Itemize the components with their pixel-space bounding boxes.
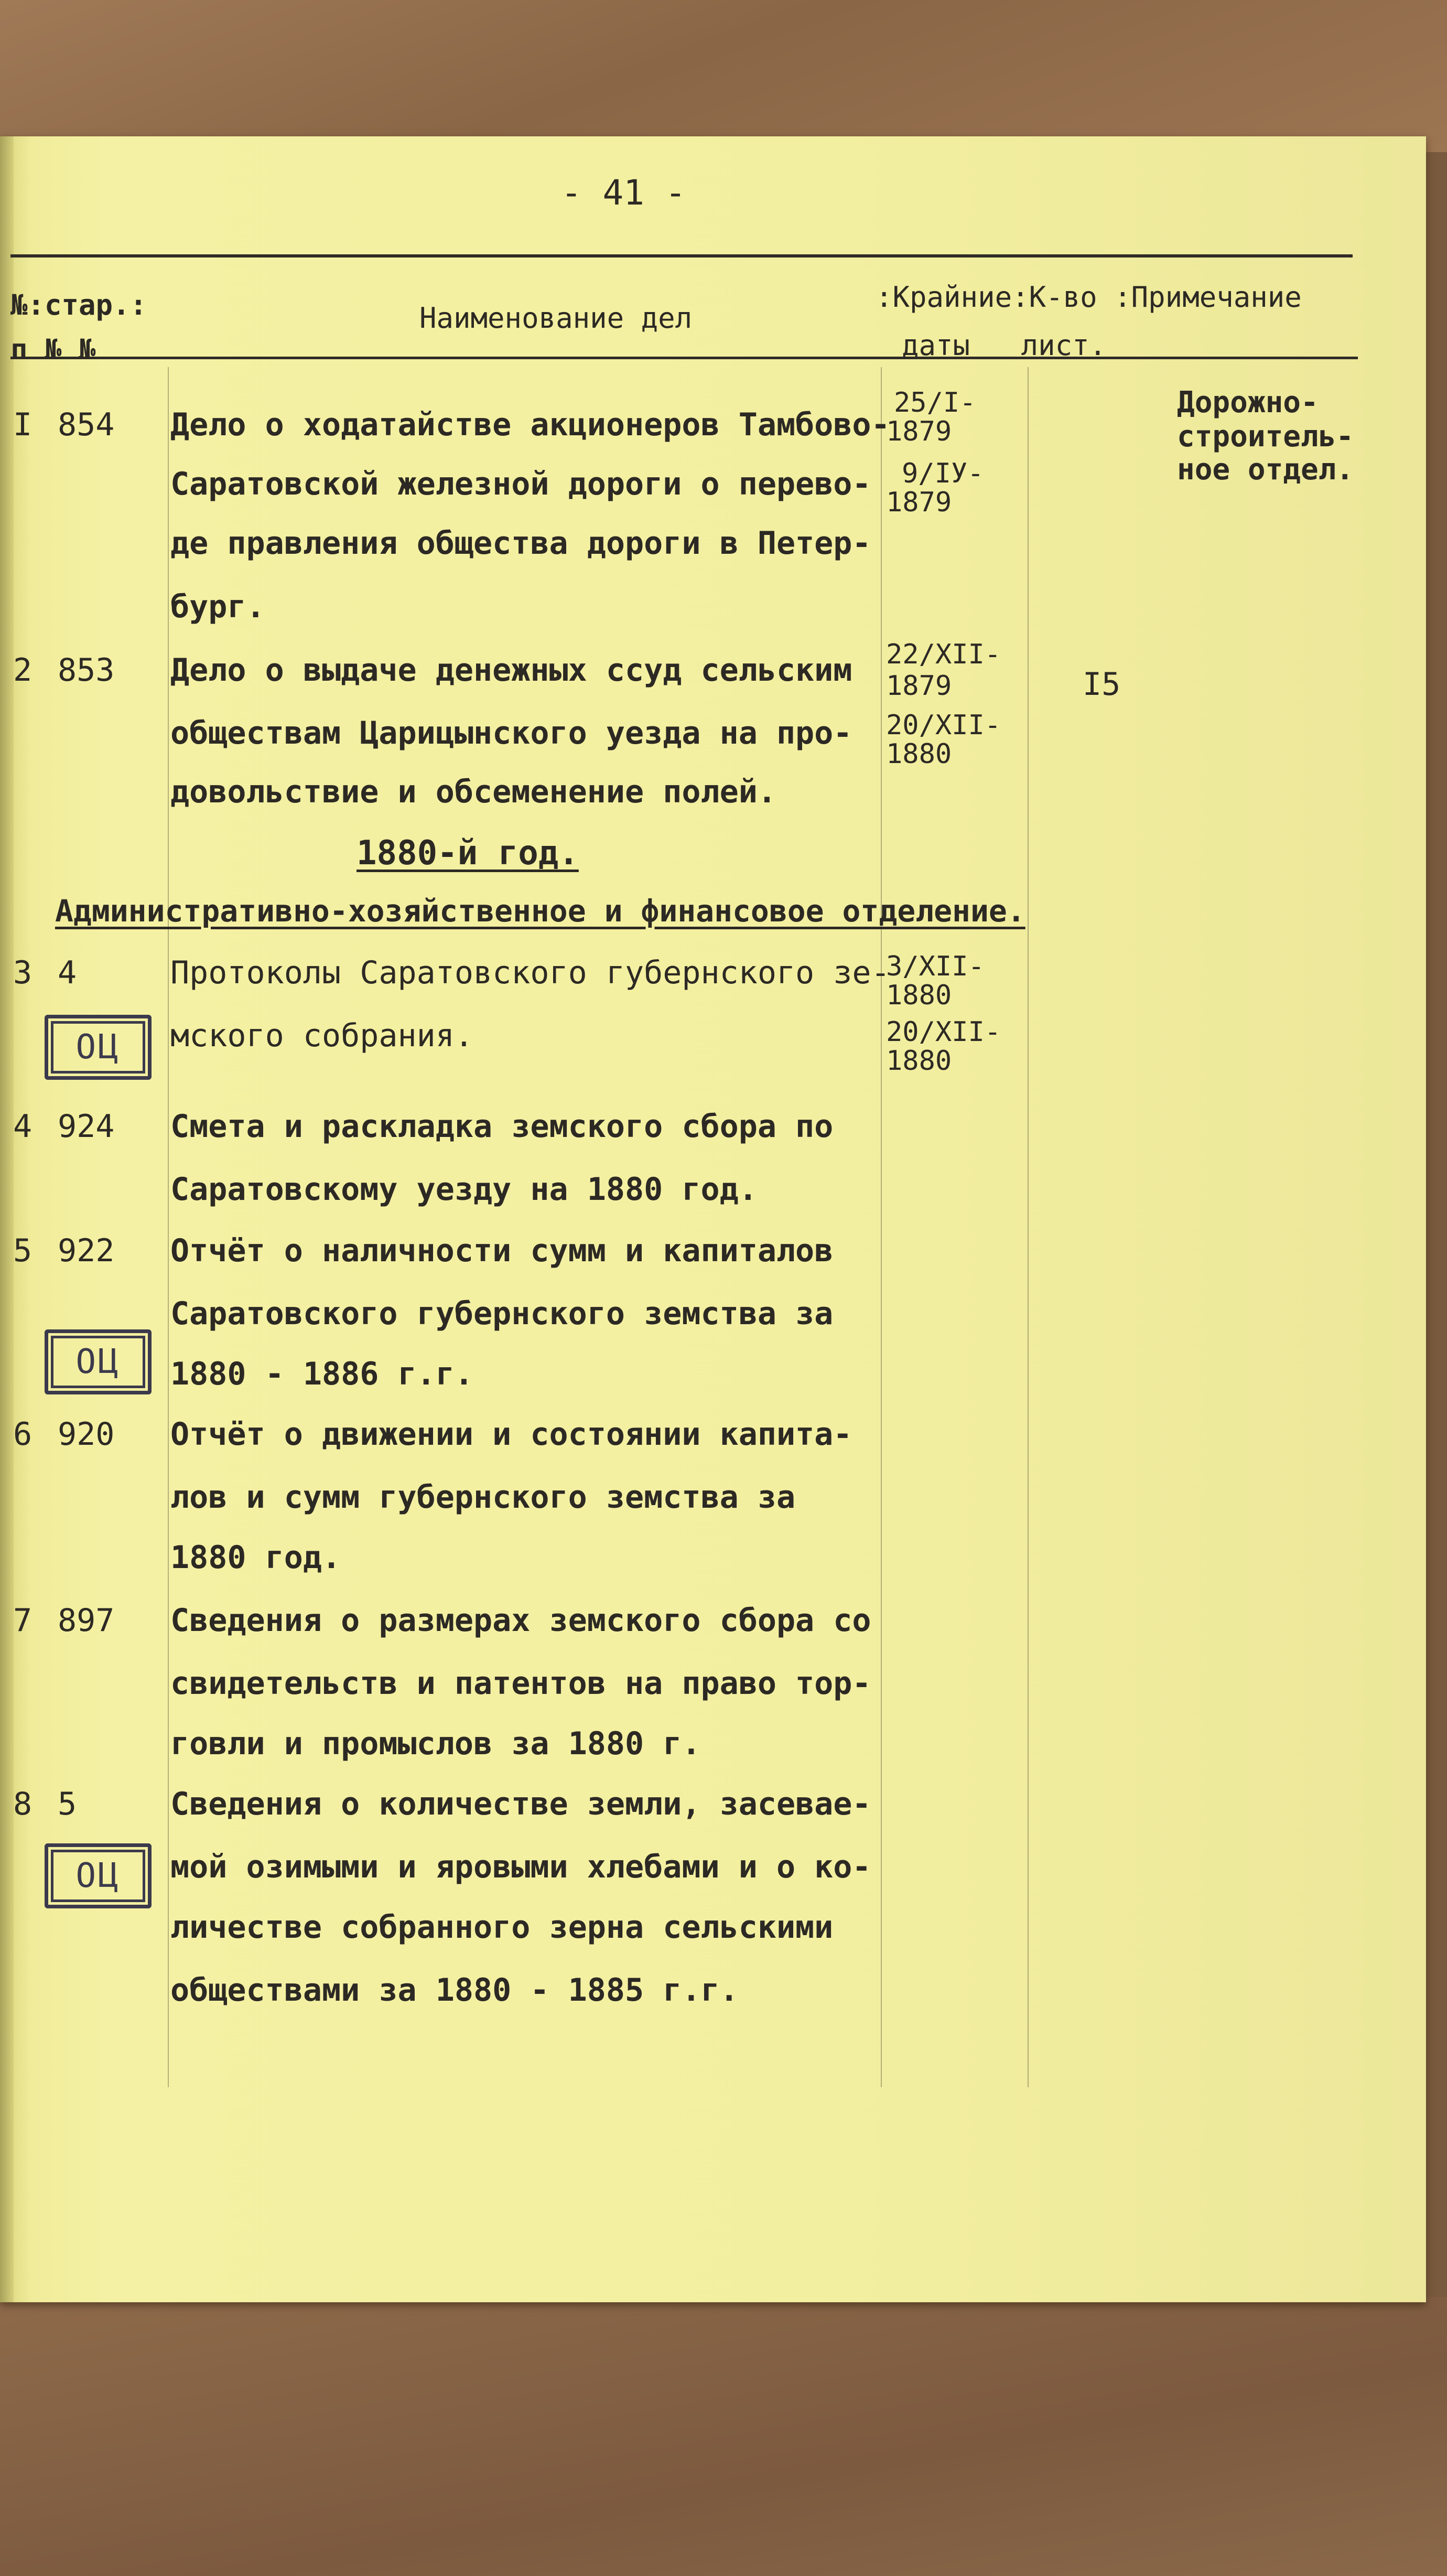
row-title-line: Саратовского губернского земства за: [170, 1295, 834, 1332]
row-date-to: 20/XII-: [886, 1016, 1001, 1048]
page-number: - 41 -: [561, 173, 686, 213]
row-title-line: Саратовской железной дороги о перево-: [170, 466, 871, 502]
row-date-to-year: 1880: [886, 738, 952, 770]
row-date-from: 25/I-: [894, 387, 976, 418]
row-index: 2: [13, 652, 33, 689]
header-top-rule: [10, 254, 1353, 257]
section-department: Административно-хозяйственное и финансовое отделение.: [55, 893, 1025, 929]
row-old-number: 854: [58, 406, 115, 443]
header-bottom-rule: [10, 357, 1358, 359]
row-title-line: мского собрания.: [170, 1017, 473, 1054]
row-title-line: Сведения о количестве земли, засевае-: [170, 1786, 871, 1822]
row-index: I: [13, 406, 33, 443]
row-title-line: личестве собранного зерна сельскими: [170, 1909, 834, 1946]
row-title-line: бург.: [170, 588, 265, 625]
section-year: 1880-й год.: [357, 834, 579, 873]
row-title-line: обществами за 1880 - 1885 г.г.: [170, 1972, 739, 2009]
column-divider: [881, 367, 882, 2087]
row-date-from-year: 1879: [886, 416, 952, 447]
row-old-number: 897: [58, 1602, 115, 1639]
row-title-line: Отчёт о наличности сумм и капиталов: [170, 1232, 834, 1269]
stamp-oc: ОЦ: [45, 1843, 152, 1908]
row-index: 4: [13, 1108, 33, 1145]
stamp-oc: ОЦ: [45, 1329, 152, 1394]
row-index: 7: [13, 1602, 33, 1639]
row-old-number: 924: [58, 1108, 115, 1145]
row-title-line: говли и промыслов за 1880 г.: [170, 1725, 701, 1762]
page-binding-edge: [0, 136, 14, 2302]
row-title-line: Саратовскому уезду на 1880 год.: [170, 1171, 758, 1208]
row-date-from-year: 1879: [886, 670, 952, 702]
row-title-line: Дело о выдаче денежных ссуд сельским: [170, 652, 852, 689]
row-title-line: обществам Царицынского уезда на про-: [170, 715, 852, 752]
row-title-line: довольствие и обсеменение полей.: [170, 774, 776, 810]
row-index: 3: [13, 954, 33, 991]
row-title-line: мой озимыми и яровыми хлебами и о ко-: [170, 1849, 871, 1885]
stamp-oc: ОЦ: [45, 1015, 152, 1080]
row-index: 5: [13, 1232, 33, 1269]
header-col-number-2: п № №: [10, 333, 96, 366]
row-old-number: 853: [58, 652, 115, 689]
column-divider: [1028, 367, 1029, 2087]
row-index: 8: [13, 1786, 33, 1822]
row-title-line: Сведения о размерах земского сбора со: [170, 1602, 871, 1639]
row-old-number: 922: [58, 1232, 115, 1269]
desk-surface-bottom: [0, 2297, 1447, 2576]
row-note: ное отдел.: [1177, 453, 1354, 487]
row-title-line: лов и сумм губернского земства за: [170, 1479, 796, 1516]
header-col-dates-sheets-notes: :Крайние:К-во :Примечание: [876, 281, 1302, 314]
row-title-line: Отчёт о движении и состоянии капита-: [170, 1416, 852, 1453]
column-divider: [168, 367, 169, 2087]
row-date-from: 22/XII-: [886, 639, 1001, 670]
row-title-line: Протоколы Саратовского губернского зе-: [170, 954, 890, 991]
desk-surface-top: [0, 0, 1447, 152]
row-date-from-year: 1880: [886, 980, 952, 1011]
row-sheet-count: I5: [1083, 666, 1121, 703]
header-col-number: №:стар.:: [10, 288, 147, 321]
row-index: 6: [13, 1416, 33, 1453]
row-date-to: 9/IУ-: [902, 458, 984, 489]
row-note: Дорожно-: [1177, 385, 1319, 420]
row-title-line: де правления общества дороги в Петер-: [170, 525, 871, 562]
row-date-to-year: 1880: [886, 1045, 952, 1077]
row-date-to-year: 1879: [886, 487, 952, 518]
row-old-number: 920: [58, 1416, 115, 1453]
row-note: строитель-: [1177, 420, 1354, 454]
row-title-line: свидетельств и патентов на право тор-: [170, 1665, 871, 1702]
row-title-line: Смета и раскладка земского сбора по: [170, 1108, 834, 1145]
row-title-line: 1880 год.: [170, 1539, 341, 1576]
row-date-to: 20/XII-: [886, 710, 1001, 741]
row-title-line: 1880 - 1886 г.г.: [170, 1356, 473, 1392]
row-date-from: 3/XII-: [886, 951, 985, 982]
row-old-number: 4: [58, 954, 77, 991]
header-col-dates-line2: даты лист.: [902, 329, 1107, 362]
row-old-number: 5: [58, 1786, 77, 1822]
header-col-name: Наименование дел: [419, 302, 693, 335]
row-title-line: Дело о ходатайстве акционеров Тамбово-: [170, 406, 890, 443]
